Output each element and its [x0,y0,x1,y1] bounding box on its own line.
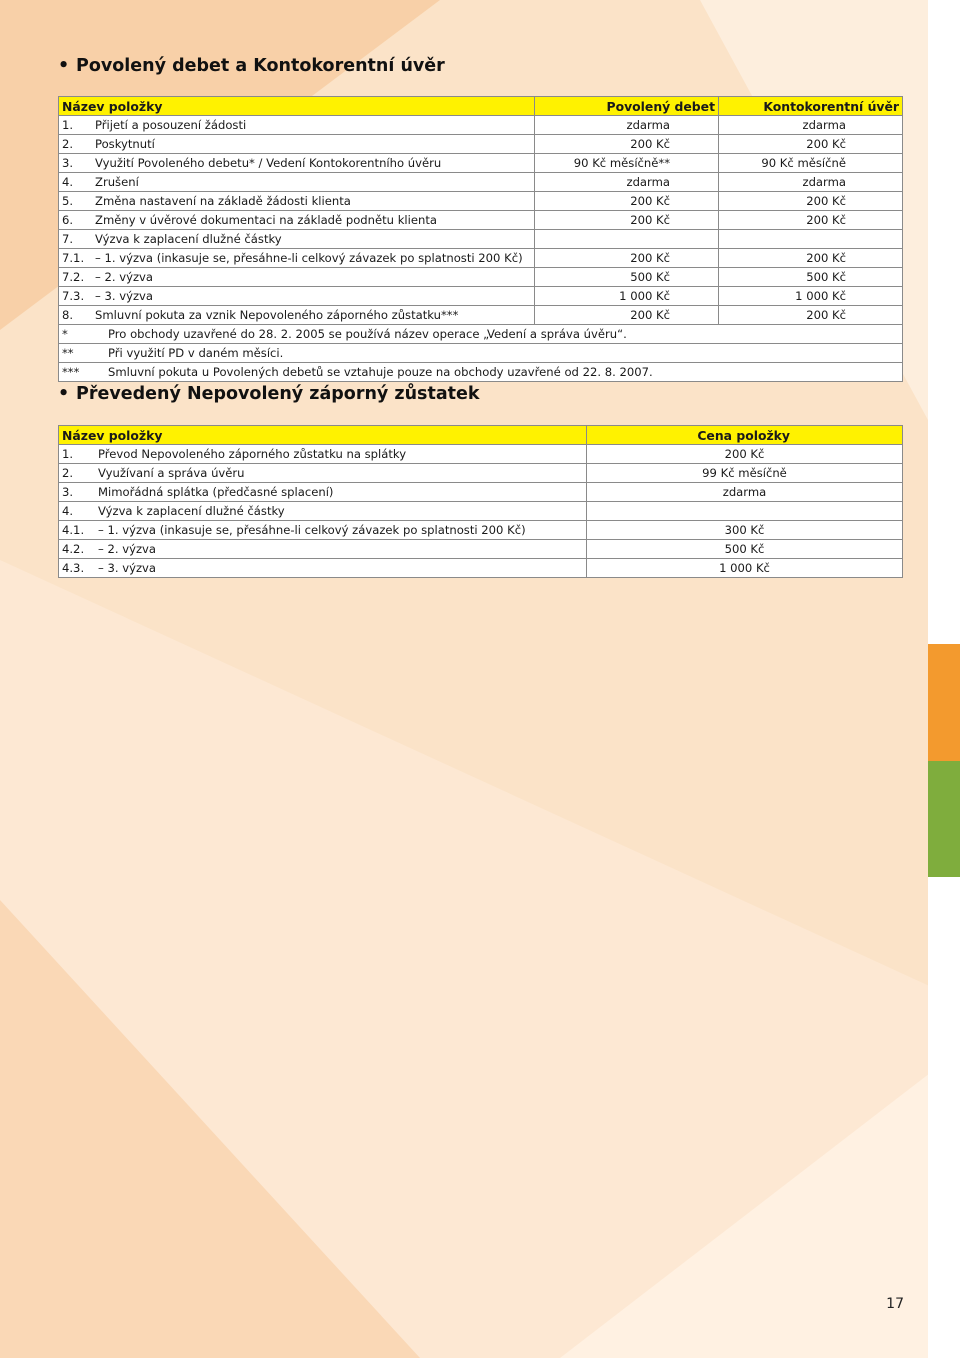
overdraft-value [535,230,719,249]
item-label: Změna nastavení na základě žádosti klienta [95,193,351,208]
overdraft-value: zdarma [535,116,719,135]
item-label: – 2. výzva [98,541,157,556]
section-title-converted-balance [58,384,480,404]
item-label: – 3. výzva [98,560,157,575]
item-cell [59,135,535,154]
item-number: 2. [62,465,74,480]
item-label: Výzva k zaplacení dlužné částky [98,503,285,518]
item-label: – 3. výzva [95,288,154,303]
overdraft-value: 200 Kč [535,135,719,154]
item-number: 7.1. [62,250,85,265]
table-row [59,306,903,325]
col-header-credit: Kontokorentní úvěr [719,97,903,116]
table-row [59,173,903,192]
item-cell [59,559,587,578]
item-cell [59,306,535,325]
table-row [59,268,903,287]
credit-value: 1 000 Kč [719,287,903,306]
price-value [587,502,903,521]
item-label: Využití Povoleného debetu* / Vedení Kontokorentního úvěru [95,155,442,170]
footnote-cell [59,325,903,344]
table-header-row [59,97,903,116]
footnote-row [59,344,903,363]
item-label: Změny v úvěrové dokumentaci na základě podnětu klienta [95,212,438,227]
table-row [59,559,903,578]
price-value: 200 Kč [587,445,903,464]
item-cell [59,116,535,135]
table-row [59,192,903,211]
item-label: – 2. výzva [95,269,154,284]
footnote-mark: * [62,326,68,341]
item-number: 6. [62,212,74,227]
item-label: Využívaní a správa úvěru [98,465,245,480]
item-number: 5. [62,193,74,208]
item-label: Mimořádná splátka (předčasné splacení) [98,484,334,499]
item-label: Smluvní pokuta za vznik Nepovoleného záporného zůstatku*** [95,307,459,322]
col-header-overdraft: Povolený debet [535,97,719,116]
item-label: Výzva k zaplacení dlužné částky [95,231,282,246]
item-number: 4.1. [62,522,85,537]
converted-balance-fee-table [58,425,903,578]
table-row [59,249,903,268]
item-cell [59,521,587,540]
table-row [59,540,903,559]
item-cell [59,445,587,464]
footnote-text: Smluvní pokuta u Povolených debetů se vztahuje pouze na obchody uzavřené od 22. 8. 2007. [108,364,653,379]
overdraft-value: 200 Kč [535,306,719,325]
overdraft-value: 500 Kč [535,268,719,287]
item-cell [59,464,587,483]
item-number: 4.3. [62,560,85,575]
item-label: Převod Nepovoleného záporného zůstatku na splátky [98,446,407,461]
table-row [59,135,903,154]
table-row [59,230,903,249]
price-value: 99 Kč měsíčně [587,464,903,483]
side-tab-orange [928,644,960,761]
col-header-name: Název položky [59,97,535,116]
price-value: 1 000 Kč [587,559,903,578]
item-cell [59,249,535,268]
side-tab-green [928,761,960,877]
item-number: 7.2. [62,269,85,284]
table-row [59,502,903,521]
item-number: 3. [62,155,74,170]
footnote-text: Při využití PD v daném měsíci. [108,345,284,360]
footnote-text: Pro obchody uzavřené do 28. 2. 2005 se používá název operace „Vedení a správa úvěru“. [108,326,627,341]
section-title-text: Převedený Nepovolený záporný zůstatek [76,384,480,404]
item-number: 4.2. [62,541,85,556]
section-title-text: Povolený debet a Kontokorentní úvěr [76,56,445,76]
credit-value: 90 Kč měsíčně [719,154,903,173]
overdraft-fee-table [58,96,903,382]
item-cell [59,192,535,211]
table-header-row [59,426,903,445]
overdraft-value: 90 Kč měsíčně** [535,154,719,173]
price-value: 300 Kč [587,521,903,540]
bullet-icon: • [58,384,70,404]
table-row [59,287,903,306]
price-value: zdarma [587,483,903,502]
section-title-overdraft [58,56,445,76]
item-cell [59,540,587,559]
credit-value: 500 Kč [719,268,903,287]
credit-value: zdarma [719,173,903,192]
page-number: 17 [886,1296,904,1312]
item-number: 3. [62,484,74,499]
credit-value [719,230,903,249]
footnote-mark: *** [62,364,80,379]
col-header-price: Cena položky [587,426,903,445]
overdraft-value: 200 Kč [535,249,719,268]
bullet-icon: • [58,56,70,76]
overdraft-value: 1 000 Kč [535,287,719,306]
item-cell [59,268,535,287]
table-row [59,116,903,135]
table-row [59,464,903,483]
footnote-row [59,363,903,382]
table-row [59,445,903,464]
table-row [59,483,903,502]
item-label: Poskytnutí [95,136,155,151]
item-cell [59,230,535,249]
item-cell [59,287,535,306]
overdraft-value: zdarma [535,173,719,192]
footnote-mark: ** [62,345,74,360]
price-value: 500 Kč [587,540,903,559]
item-cell [59,154,535,173]
credit-value: 200 Kč [719,306,903,325]
item-label: – 1. výzva (inkasuje se, přesáhne-li celkový závazek po splatnosti 200 Kč) [98,522,526,537]
footnote-cell [59,363,903,382]
item-number: 4. [62,174,74,189]
item-number: 7. [62,231,74,246]
overdraft-value: 200 Kč [535,211,719,230]
credit-value: 200 Kč [719,211,903,230]
item-number: 1. [62,446,74,461]
table-row [59,521,903,540]
item-number: 4. [62,503,74,518]
credit-value: 200 Kč [719,249,903,268]
footnote-cell [59,344,903,363]
credit-value: 200 Kč [719,135,903,154]
item-number: 1. [62,117,74,132]
col-header-name: Název položky [59,426,587,445]
item-label: – 1. výzva (inkasuje se, přesáhne-li celkový závazek po splatnosti 200 Kč) [95,250,523,265]
overdraft-value: 200 Kč [535,192,719,211]
credit-value: 200 Kč [719,192,903,211]
item-number: 7.3. [62,288,85,303]
item-label: Zrušení [95,174,139,189]
credit-value: zdarma [719,116,903,135]
item-cell [59,502,587,521]
item-number: 2. [62,136,74,151]
item-label: Přijetí a posouzení žádosti [95,117,247,132]
table-row [59,211,903,230]
item-number: 8. [62,307,74,322]
table-row [59,154,903,173]
item-cell [59,173,535,192]
footnote-row [59,325,903,344]
item-cell [59,211,535,230]
item-cell [59,483,587,502]
